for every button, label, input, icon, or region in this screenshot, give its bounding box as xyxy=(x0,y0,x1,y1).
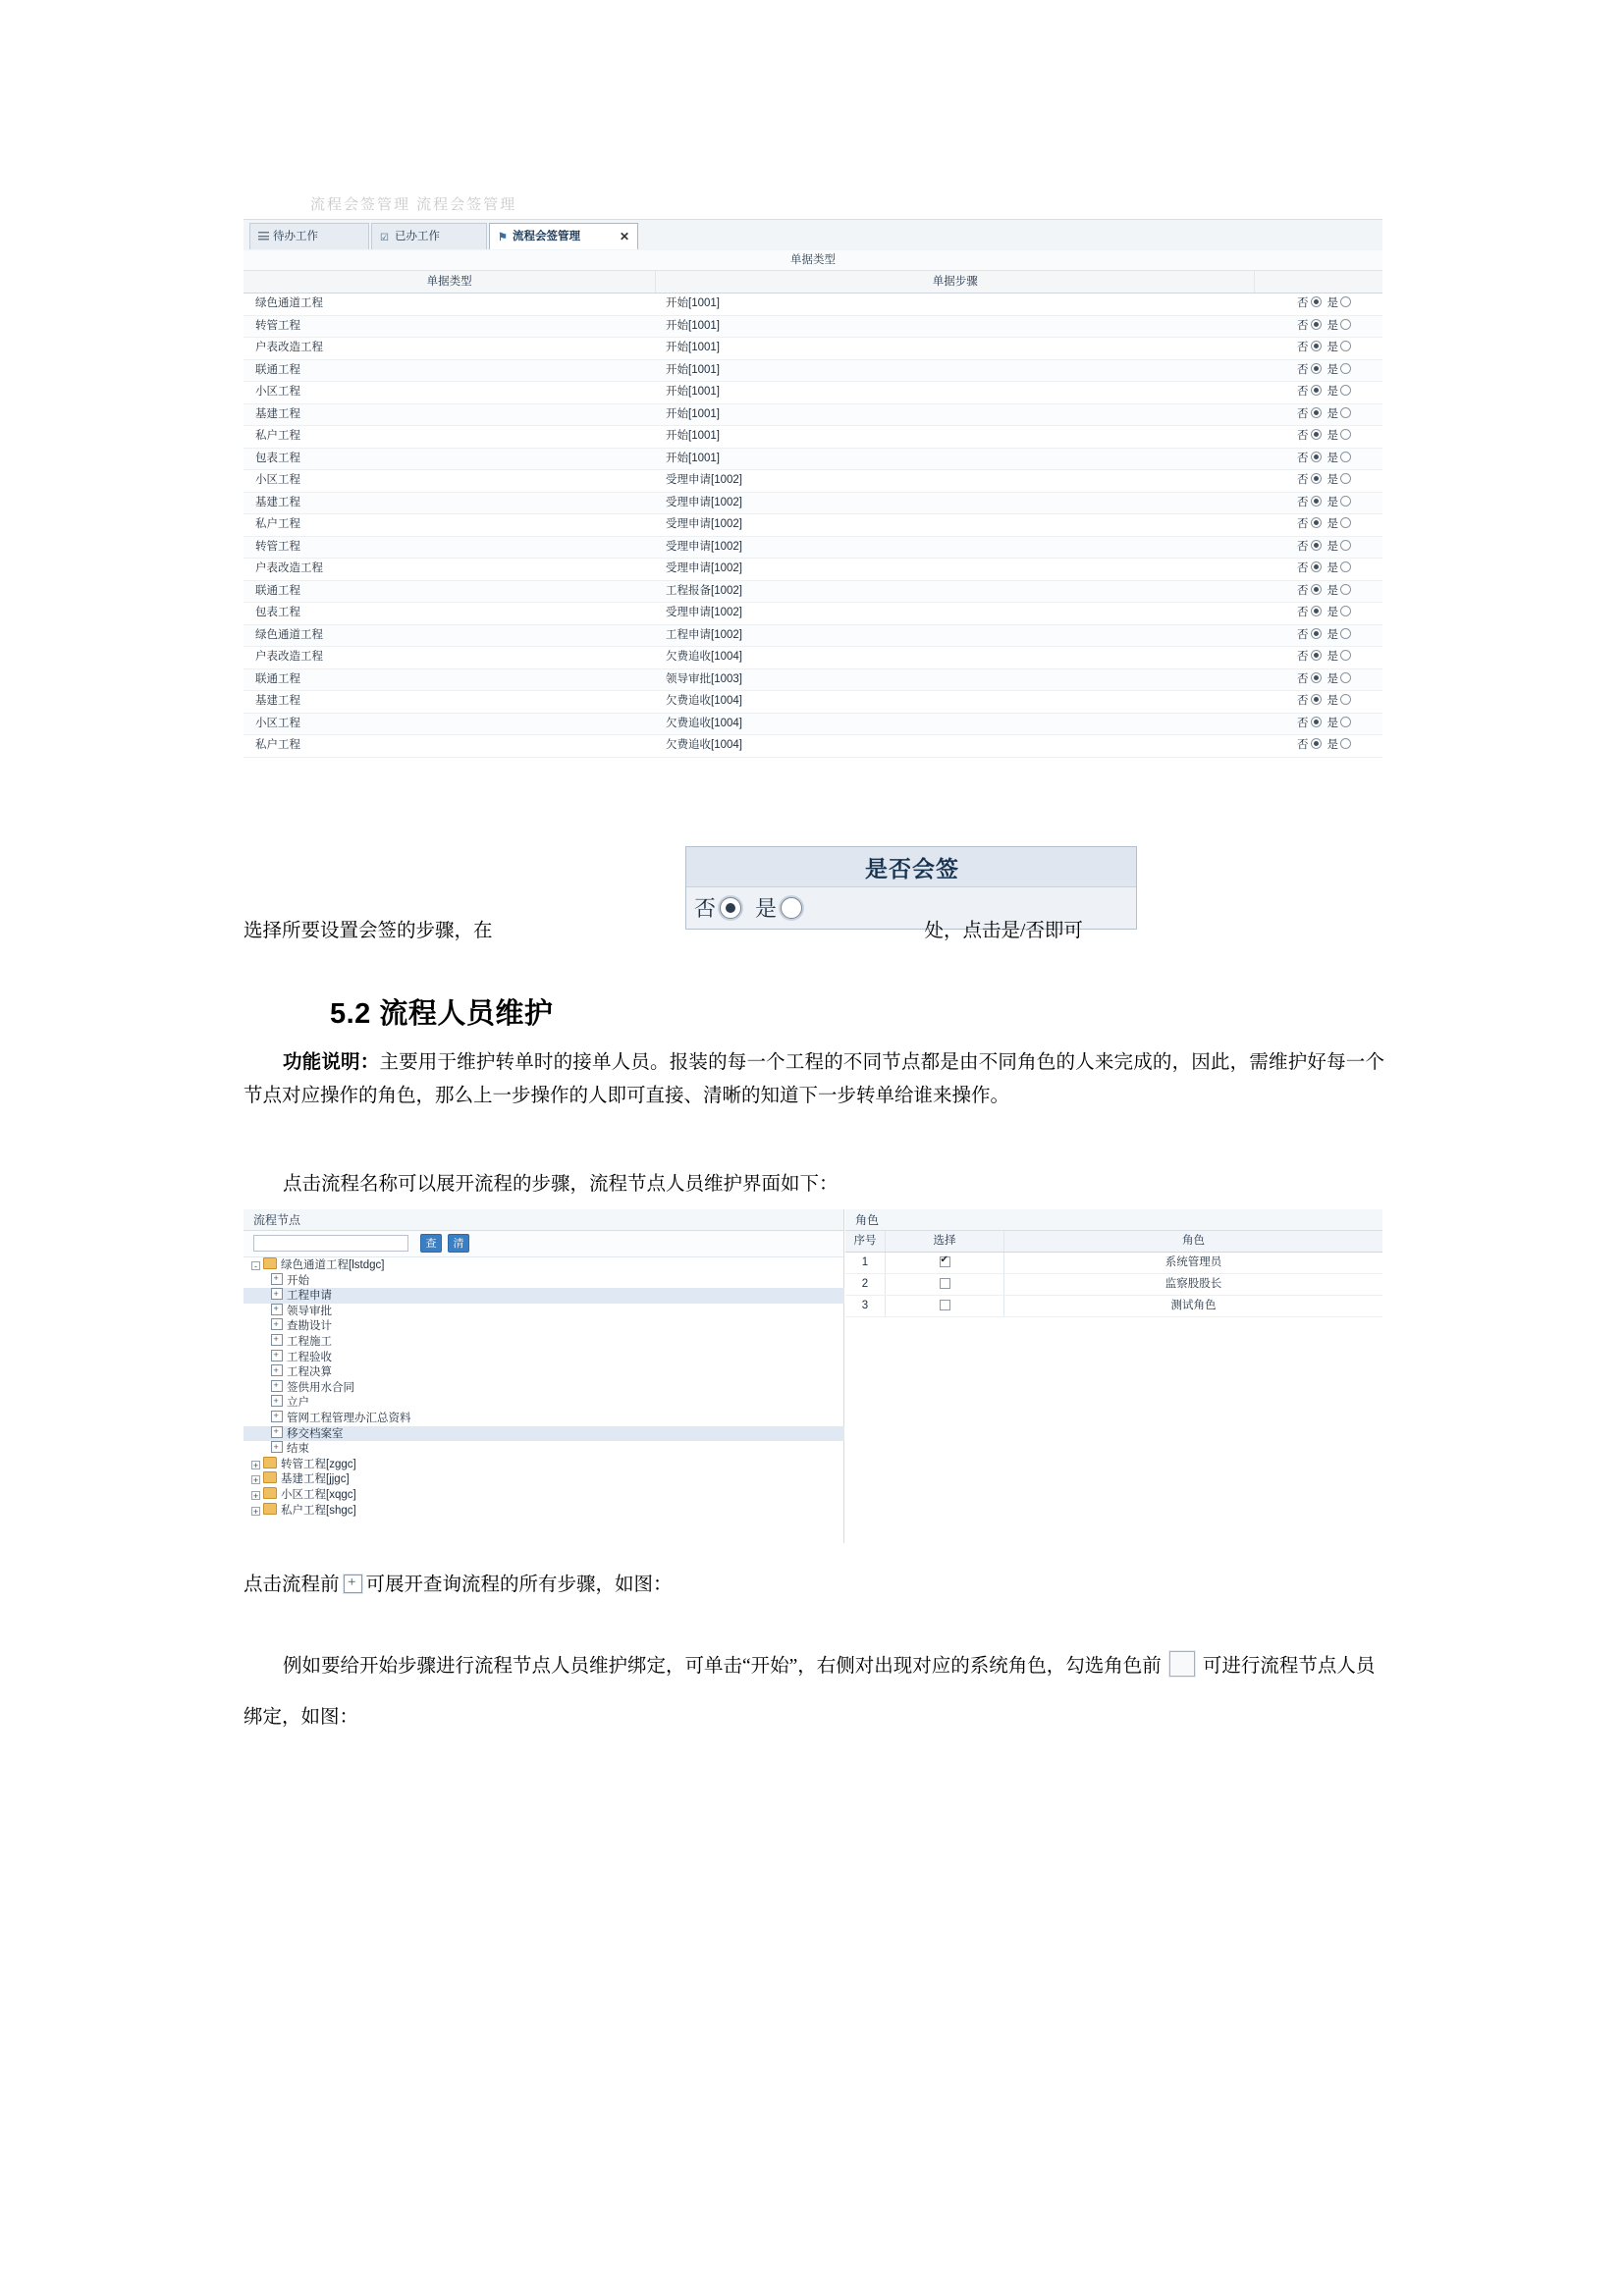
tree-node-label: 领导审批 xyxy=(287,1305,332,1317)
tree-node-label: 基建工程[jjgc] xyxy=(281,1473,350,1486)
cell-countersign-options xyxy=(1255,316,1382,338)
cell-step: 受理申请[1002] xyxy=(666,562,742,574)
table-row[interactable] xyxy=(244,449,1382,471)
radio-yes[interactable] xyxy=(1340,452,1351,462)
cell-type: 户表改造工程 xyxy=(255,651,323,663)
table-row[interactable] xyxy=(244,514,1382,537)
label-no: 否 xyxy=(1297,452,1309,464)
node-icon xyxy=(271,1441,283,1453)
clear-button[interactable]: 清 xyxy=(448,1234,469,1253)
cell-role: 系统管理员 xyxy=(1164,1256,1222,1268)
cell-type: 联通工程 xyxy=(255,363,300,376)
tree-leaf-node[interactable] xyxy=(244,1411,844,1426)
cell-countersign-options xyxy=(1255,581,1382,603)
cell-step: 工程报备[1002] xyxy=(666,584,742,597)
table-row[interactable] xyxy=(244,691,1382,714)
cell-countersign-options xyxy=(1255,559,1382,580)
cell-step: 工程申请[1002] xyxy=(666,628,742,641)
faded-title-text: 流程会签管理 流程会签管理 xyxy=(310,196,517,213)
cell-step: 开始[1001] xyxy=(666,342,720,353)
label-yes: 是 xyxy=(1326,363,1338,376)
label-no: 否 xyxy=(1297,407,1309,420)
expander-icon[interactable]: + xyxy=(252,1460,259,1470)
screenshot-countersign-management xyxy=(244,191,1382,829)
tree-node-label: 查勘设计 xyxy=(287,1320,332,1333)
tab-countersign-management[interactable] xyxy=(489,223,638,249)
screenshot-node-staff-maintenance xyxy=(244,1209,1382,1543)
cell-no: 3 xyxy=(845,1296,886,1316)
cell-type: 户表改造工程 xyxy=(255,342,323,353)
radio-no[interactable] xyxy=(1311,385,1322,396)
tree-node-label: 工程决算 xyxy=(287,1366,332,1379)
cell-step: 受理申请[1002] xyxy=(666,540,742,553)
cell-select xyxy=(886,1274,1004,1295)
table-row[interactable] xyxy=(244,603,1382,625)
grid-header-row xyxy=(244,271,1382,294)
caption-paragraph-1 xyxy=(244,915,1382,948)
cell-countersign-options xyxy=(1255,360,1382,382)
radio-no[interactable] xyxy=(1311,407,1322,418)
role-panel xyxy=(845,1209,1382,1543)
table-row[interactable] xyxy=(244,625,1382,648)
label-yes: 是 xyxy=(1326,695,1338,707)
check-icon: ☑ xyxy=(380,233,389,243)
radio-no[interactable] xyxy=(1311,717,1322,727)
radio-yes[interactable] xyxy=(1340,540,1351,551)
folder-icon xyxy=(263,1471,277,1483)
grid-body xyxy=(244,294,1382,758)
table-row[interactable] xyxy=(244,581,1382,604)
role-col-role: 角色 xyxy=(1182,1235,1205,1247)
process-node-header: 流程节点 xyxy=(244,1209,843,1231)
label-no: 否 xyxy=(1297,474,1309,486)
label-no: 否 xyxy=(1297,739,1309,751)
node-icon xyxy=(271,1318,283,1330)
countersign-grid xyxy=(244,250,1382,829)
tree-node-label: 工程验收 xyxy=(287,1351,332,1363)
radio-no[interactable] xyxy=(1311,319,1322,330)
radio-no[interactable] xyxy=(1311,473,1322,484)
label-yes: 是 xyxy=(1326,739,1338,751)
role-table-header xyxy=(845,1231,1382,1253)
caption-before: 选择所要设置会签的步骤，在 xyxy=(244,921,493,941)
column-header-step[interactable]: 单据步骤 xyxy=(656,271,1255,293)
cell-type: 户表改造工程 xyxy=(255,562,323,574)
cell-type: 联通工程 xyxy=(255,584,300,597)
cell-step: 受理申请[1002] xyxy=(666,496,742,508)
role-table xyxy=(845,1231,1382,1317)
role-col-select: 选择 xyxy=(886,1231,1004,1252)
label-no: 否 xyxy=(1297,342,1309,353)
expand-after: 可展开查询流程的所有步骤，如图： xyxy=(365,1575,673,1595)
label-yes: 是 xyxy=(1326,407,1338,420)
cell-type: 转管工程 xyxy=(255,319,300,332)
tree-leaf-node[interactable] xyxy=(244,1426,844,1442)
checkbox-icon[interactable] xyxy=(1169,1651,1195,1677)
label-yes: 是 xyxy=(1326,584,1338,597)
example-paragraph xyxy=(244,1641,1384,1743)
radio-no[interactable] xyxy=(1311,584,1322,595)
cell-type: 包表工程 xyxy=(255,452,300,464)
radio-yes[interactable] xyxy=(1340,694,1351,705)
cell-no: 1 xyxy=(845,1253,886,1273)
label-no: 否 xyxy=(1297,651,1309,663)
tab-pending-work[interactable] xyxy=(249,223,369,249)
cell-countersign-options xyxy=(1255,537,1382,559)
radio-yes[interactable] xyxy=(1340,496,1351,507)
tab-label: 流程会签管理 xyxy=(513,231,580,242)
role-checkbox[interactable] xyxy=(940,1278,950,1289)
radio-yes[interactable] xyxy=(1340,584,1351,595)
tab-label: 已办工作 xyxy=(395,231,440,242)
cell-step: 开始[1001] xyxy=(666,407,720,420)
cell-countersign-options xyxy=(1255,514,1382,536)
section-heading-5-2: 5.2 流程人员维护 xyxy=(330,998,554,1030)
tree-leaf-node[interactable] xyxy=(244,1318,844,1334)
table-row[interactable] xyxy=(244,559,1382,581)
radio-no[interactable] xyxy=(1311,296,1322,307)
label-no: 否 xyxy=(1297,518,1309,530)
flag-icon: ⚑ xyxy=(498,232,508,243)
cell-countersign-options xyxy=(1255,625,1382,647)
radio-yes[interactable] xyxy=(1340,407,1351,418)
label-no: 否 xyxy=(1297,672,1309,685)
node-icon xyxy=(271,1288,283,1300)
column-header-type[interactable]: 单据类型 xyxy=(244,271,656,293)
label-no: 否 xyxy=(1297,717,1309,729)
table-row[interactable] xyxy=(244,735,1382,758)
tab-bar xyxy=(244,219,1382,252)
table-row[interactable] xyxy=(244,426,1382,449)
cell-countersign-options xyxy=(1255,294,1382,315)
radio-yes[interactable] xyxy=(1340,319,1351,330)
tree-node-label: 管网工程管理办汇总资料 xyxy=(287,1412,411,1424)
tree-node-label: 转管工程[zggc] xyxy=(281,1458,356,1470)
table-row[interactable] xyxy=(244,470,1382,493)
folder-icon xyxy=(263,1487,277,1499)
cell-type: 私户工程 xyxy=(255,739,300,751)
cell-type: 包表工程 xyxy=(255,607,300,618)
tree-node-label: 私户工程[shgc] xyxy=(281,1504,356,1517)
cell-type: 绿色通道工程 xyxy=(255,297,323,309)
expander-icon[interactable]: + xyxy=(252,1490,259,1501)
tree-leaf-node[interactable] xyxy=(244,1288,844,1304)
cell-countersign-options xyxy=(1255,669,1382,691)
tree-root-node[interactable] xyxy=(244,1471,844,1487)
radio-no[interactable] xyxy=(1311,496,1322,507)
cell-type: 小区工程 xyxy=(255,717,300,729)
cell-countersign-options xyxy=(1255,449,1382,470)
radio-yes[interactable] xyxy=(1340,628,1351,639)
label-no: 否 xyxy=(1297,496,1309,508)
callout-label-yes: 是 xyxy=(755,896,778,921)
label-no: 否 xyxy=(1297,319,1309,332)
callout-label-no: 否 xyxy=(694,896,717,921)
cell-type: 小区工程 xyxy=(255,474,300,486)
tree-leaf-node[interactable] xyxy=(244,1380,844,1396)
cell-countersign-options xyxy=(1255,691,1382,713)
label-yes: 是 xyxy=(1326,386,1338,398)
label-yes: 是 xyxy=(1326,672,1338,685)
function-description-paragraph xyxy=(244,1046,1384,1113)
label-no: 否 xyxy=(1297,695,1309,707)
expand-instruction-paragraph xyxy=(244,1569,1384,1602)
expander-icon[interactable]: + xyxy=(252,1475,259,1486)
radio-no[interactable] xyxy=(1311,738,1322,749)
tree-root-node[interactable] xyxy=(244,1503,844,1519)
cell-countersign-options xyxy=(1255,603,1382,624)
cell-role: 监察股股长 xyxy=(1164,1278,1222,1290)
label-no: 否 xyxy=(1297,297,1309,309)
role-header: 角色 xyxy=(845,1209,1382,1231)
cell-countersign-options xyxy=(1255,470,1382,492)
label-yes: 是 xyxy=(1326,430,1338,442)
folder-icon xyxy=(263,1503,277,1515)
cell-step: 开始[1001] xyxy=(666,319,720,332)
cell-step: 欠费追收[1004] xyxy=(666,717,742,729)
tree-root-node[interactable] xyxy=(244,1457,844,1472)
search-button[interactable]: 查 xyxy=(420,1234,442,1253)
label-no: 否 xyxy=(1297,562,1309,574)
radio-yes[interactable] xyxy=(1340,363,1351,374)
search-input[interactable] xyxy=(253,1235,408,1252)
tree-node-label: 绿色通道工程[lstdgc] xyxy=(281,1259,385,1271)
role-table-row[interactable] xyxy=(845,1253,1382,1274)
function-label: 功能说明： xyxy=(283,1052,380,1073)
radio-yes[interactable] xyxy=(1340,672,1351,683)
cell-countersign-options xyxy=(1255,382,1382,403)
label-no: 否 xyxy=(1297,628,1309,641)
radio-yes[interactable] xyxy=(1340,517,1351,528)
cell-countersign-options xyxy=(1255,493,1382,514)
cell-step: 领导审批[1003] xyxy=(666,672,742,685)
tree-node-label: 立户 xyxy=(287,1397,309,1410)
cell-step: 受理申请[1002] xyxy=(666,518,742,530)
close-icon[interactable]: ✕ xyxy=(619,230,629,243)
radio-yes[interactable] xyxy=(1340,429,1351,440)
table-row[interactable] xyxy=(244,316,1382,339)
tree-leaf-node[interactable] xyxy=(244,1441,844,1457)
function-body: 主要用于维护转单时的接单人员。报装的每一个工程的不同节点都是由不同角色的人来完成的，因此，需维护好每一个节点对应操作的角色，那么上一步操作的人即可直接、清晰的知道下一步转单给谁来操作。 xyxy=(244,1052,1384,1106)
table-row[interactable] xyxy=(244,382,1382,404)
click-instruction-paragraph: 点击流程名称可以展开流程的步骤，流程节点人员维护界面如下： xyxy=(283,1174,839,1195)
radio-yes[interactable] xyxy=(1340,650,1351,661)
cell-type: 基建工程 xyxy=(255,407,300,420)
cell-step: 开始[1001] xyxy=(666,297,720,309)
radio-no[interactable] xyxy=(1311,672,1322,683)
node-icon xyxy=(271,1350,283,1362)
radio-no[interactable] xyxy=(1311,341,1322,351)
folder-icon xyxy=(263,1257,277,1269)
folder-icon xyxy=(263,1457,277,1468)
node-icon xyxy=(271,1395,283,1407)
tree-leaf-node[interactable] xyxy=(244,1273,844,1289)
label-yes: 是 xyxy=(1326,717,1338,729)
tree-node-label: 开始 xyxy=(287,1274,309,1287)
cell-step: 欠费追收[1004] xyxy=(666,695,742,707)
table-row[interactable] xyxy=(244,404,1382,427)
radio-no[interactable] xyxy=(1311,606,1322,616)
cell-step: 开始[1001] xyxy=(666,430,720,442)
cell-type: 基建工程 xyxy=(255,496,300,508)
label-yes: 是 xyxy=(1326,452,1338,464)
plus-expander-icon[interactable] xyxy=(344,1575,362,1593)
role-checkbox[interactable] xyxy=(940,1256,950,1267)
label-yes: 是 xyxy=(1326,496,1338,508)
table-row[interactable] xyxy=(244,493,1382,515)
tree-leaf-node[interactable] xyxy=(244,1350,844,1365)
cell-select xyxy=(886,1253,1004,1273)
node-icon xyxy=(271,1411,283,1422)
radio-no[interactable] xyxy=(1311,429,1322,440)
list-icon xyxy=(258,232,269,240)
expander-icon[interactable]: - xyxy=(251,1261,260,1270)
column-header-option xyxy=(1255,271,1382,293)
expander-icon[interactable]: + xyxy=(252,1506,259,1517)
radio-yes[interactable] xyxy=(1340,385,1351,396)
radio-no[interactable] xyxy=(1311,694,1322,705)
tree-node-label: 签供用水合同 xyxy=(287,1381,354,1394)
role-checkbox[interactable] xyxy=(940,1300,950,1310)
tree-node-label: 移交档案室 xyxy=(287,1427,344,1440)
radio-no[interactable] xyxy=(1311,650,1322,661)
role-table-row[interactable] xyxy=(845,1296,1382,1317)
cell-type: 私户工程 xyxy=(255,518,300,530)
label-yes: 是 xyxy=(1326,540,1338,553)
node-icon xyxy=(271,1426,283,1438)
cell-countersign-options xyxy=(1255,714,1382,735)
label-yes: 是 xyxy=(1326,518,1338,530)
table-row[interactable] xyxy=(244,714,1382,736)
cell-countersign-options xyxy=(1255,338,1382,359)
table-row[interactable] xyxy=(244,669,1382,692)
radio-yes[interactable] xyxy=(1340,296,1351,307)
tree-node-label: 结束 xyxy=(287,1443,309,1456)
node-icon xyxy=(271,1273,283,1285)
node-icon xyxy=(271,1304,283,1315)
cell-step: 受理申请[1002] xyxy=(666,607,742,618)
radio-no[interactable] xyxy=(1311,561,1322,572)
radio-no[interactable] xyxy=(1311,540,1322,551)
label-no: 否 xyxy=(1297,607,1309,618)
node-icon xyxy=(271,1334,283,1346)
tree-root-node[interactable] xyxy=(244,1487,844,1503)
node-icon xyxy=(271,1364,283,1376)
example-after: 可进行流程节点人员绑定，如图： xyxy=(244,1656,1376,1728)
tree-node-label: 工程施工 xyxy=(287,1335,332,1348)
radio-no[interactable] xyxy=(1311,628,1322,639)
cell-step: 开始[1001] xyxy=(666,452,720,464)
tree-leaf-node[interactable] xyxy=(244,1364,844,1380)
cell-countersign-options xyxy=(1255,647,1382,668)
radio-yes[interactable] xyxy=(1340,561,1351,572)
label-yes: 是 xyxy=(1326,562,1338,574)
label-no: 否 xyxy=(1297,430,1309,442)
example-before: 例如要给开始步骤进行流程节点人员维护绑定，可单击“开始”，右侧对出现对应的系统角色，勾选角色前 xyxy=(283,1656,1162,1677)
cell-step: 欠费追收[1004] xyxy=(666,651,742,663)
label-yes: 是 xyxy=(1326,342,1338,353)
process-node-toolbar xyxy=(244,1231,843,1257)
radio-yes[interactable] xyxy=(1340,738,1351,749)
label-yes: 是 xyxy=(1326,474,1338,486)
cell-select xyxy=(886,1296,1004,1316)
label-yes: 是 xyxy=(1326,628,1338,641)
cell-role: 测试角色 xyxy=(1170,1300,1217,1311)
cell-type: 绿色通道工程 xyxy=(255,628,323,641)
radio-no[interactable] xyxy=(1311,452,1322,462)
tree-leaf-node[interactable] xyxy=(244,1334,844,1350)
cell-step: 欠费追收[1004] xyxy=(666,739,742,751)
tree-leaf-node[interactable] xyxy=(244,1304,844,1319)
label-no: 否 xyxy=(1297,540,1309,553)
callout-title: 是否会签 xyxy=(865,856,959,881)
cell-step: 受理申请[1002] xyxy=(666,474,742,486)
label-yes: 是 xyxy=(1326,297,1338,309)
caption-after: 处，点击是/否即可 xyxy=(924,921,1083,941)
radio-yes[interactable] xyxy=(1340,473,1351,484)
label-yes: 是 xyxy=(1326,319,1338,332)
cell-countersign-options xyxy=(1255,735,1382,757)
cell-type: 基建工程 xyxy=(255,695,300,707)
table-row[interactable] xyxy=(244,294,1382,316)
radio-no[interactable] xyxy=(1311,517,1322,528)
tab-finished-work[interactable] xyxy=(371,223,487,249)
table-row[interactable] xyxy=(244,537,1382,560)
cell-step: 开始[1001] xyxy=(666,386,720,398)
role-table-body xyxy=(845,1253,1382,1317)
radio-no[interactable] xyxy=(1311,363,1322,374)
table-row[interactable] xyxy=(244,360,1382,383)
cell-type: 转管工程 xyxy=(255,540,300,553)
label-no: 否 xyxy=(1297,584,1309,597)
tab-label: 待办工作 xyxy=(273,231,318,242)
role-col-no: 序号 xyxy=(845,1231,886,1252)
tree-node-label: 小区工程[xqgc] xyxy=(281,1488,356,1501)
cell-type: 小区工程 xyxy=(255,386,300,398)
label-yes: 是 xyxy=(1326,651,1338,663)
label-yes: 是 xyxy=(1326,607,1338,618)
cell-countersign-options xyxy=(1255,404,1382,426)
process-node-panel xyxy=(244,1209,844,1543)
table-row[interactable] xyxy=(244,338,1382,360)
radio-yes[interactable] xyxy=(1340,717,1351,727)
cell-step: 开始[1001] xyxy=(666,363,720,376)
role-table-row[interactable] xyxy=(845,1274,1382,1296)
tree-root-node[interactable] xyxy=(244,1257,844,1273)
process-node-tree xyxy=(244,1257,844,1543)
grid-title: 单据类型 xyxy=(244,250,1382,271)
label-no: 否 xyxy=(1297,363,1309,376)
radio-yes[interactable] xyxy=(1340,606,1351,616)
cell-type: 私户工程 xyxy=(255,430,300,442)
cell-countersign-options xyxy=(1255,426,1382,448)
tree-node-label: 工程申请 xyxy=(287,1290,332,1303)
tree-leaf-node[interactable] xyxy=(244,1395,844,1411)
cell-no: 2 xyxy=(845,1274,886,1295)
cell-type: 联通工程 xyxy=(255,672,300,685)
node-icon xyxy=(271,1380,283,1392)
radio-yes[interactable] xyxy=(1340,341,1351,351)
table-row[interactable] xyxy=(244,647,1382,669)
expand-before: 点击流程前 xyxy=(244,1575,340,1595)
label-no: 否 xyxy=(1297,386,1309,398)
